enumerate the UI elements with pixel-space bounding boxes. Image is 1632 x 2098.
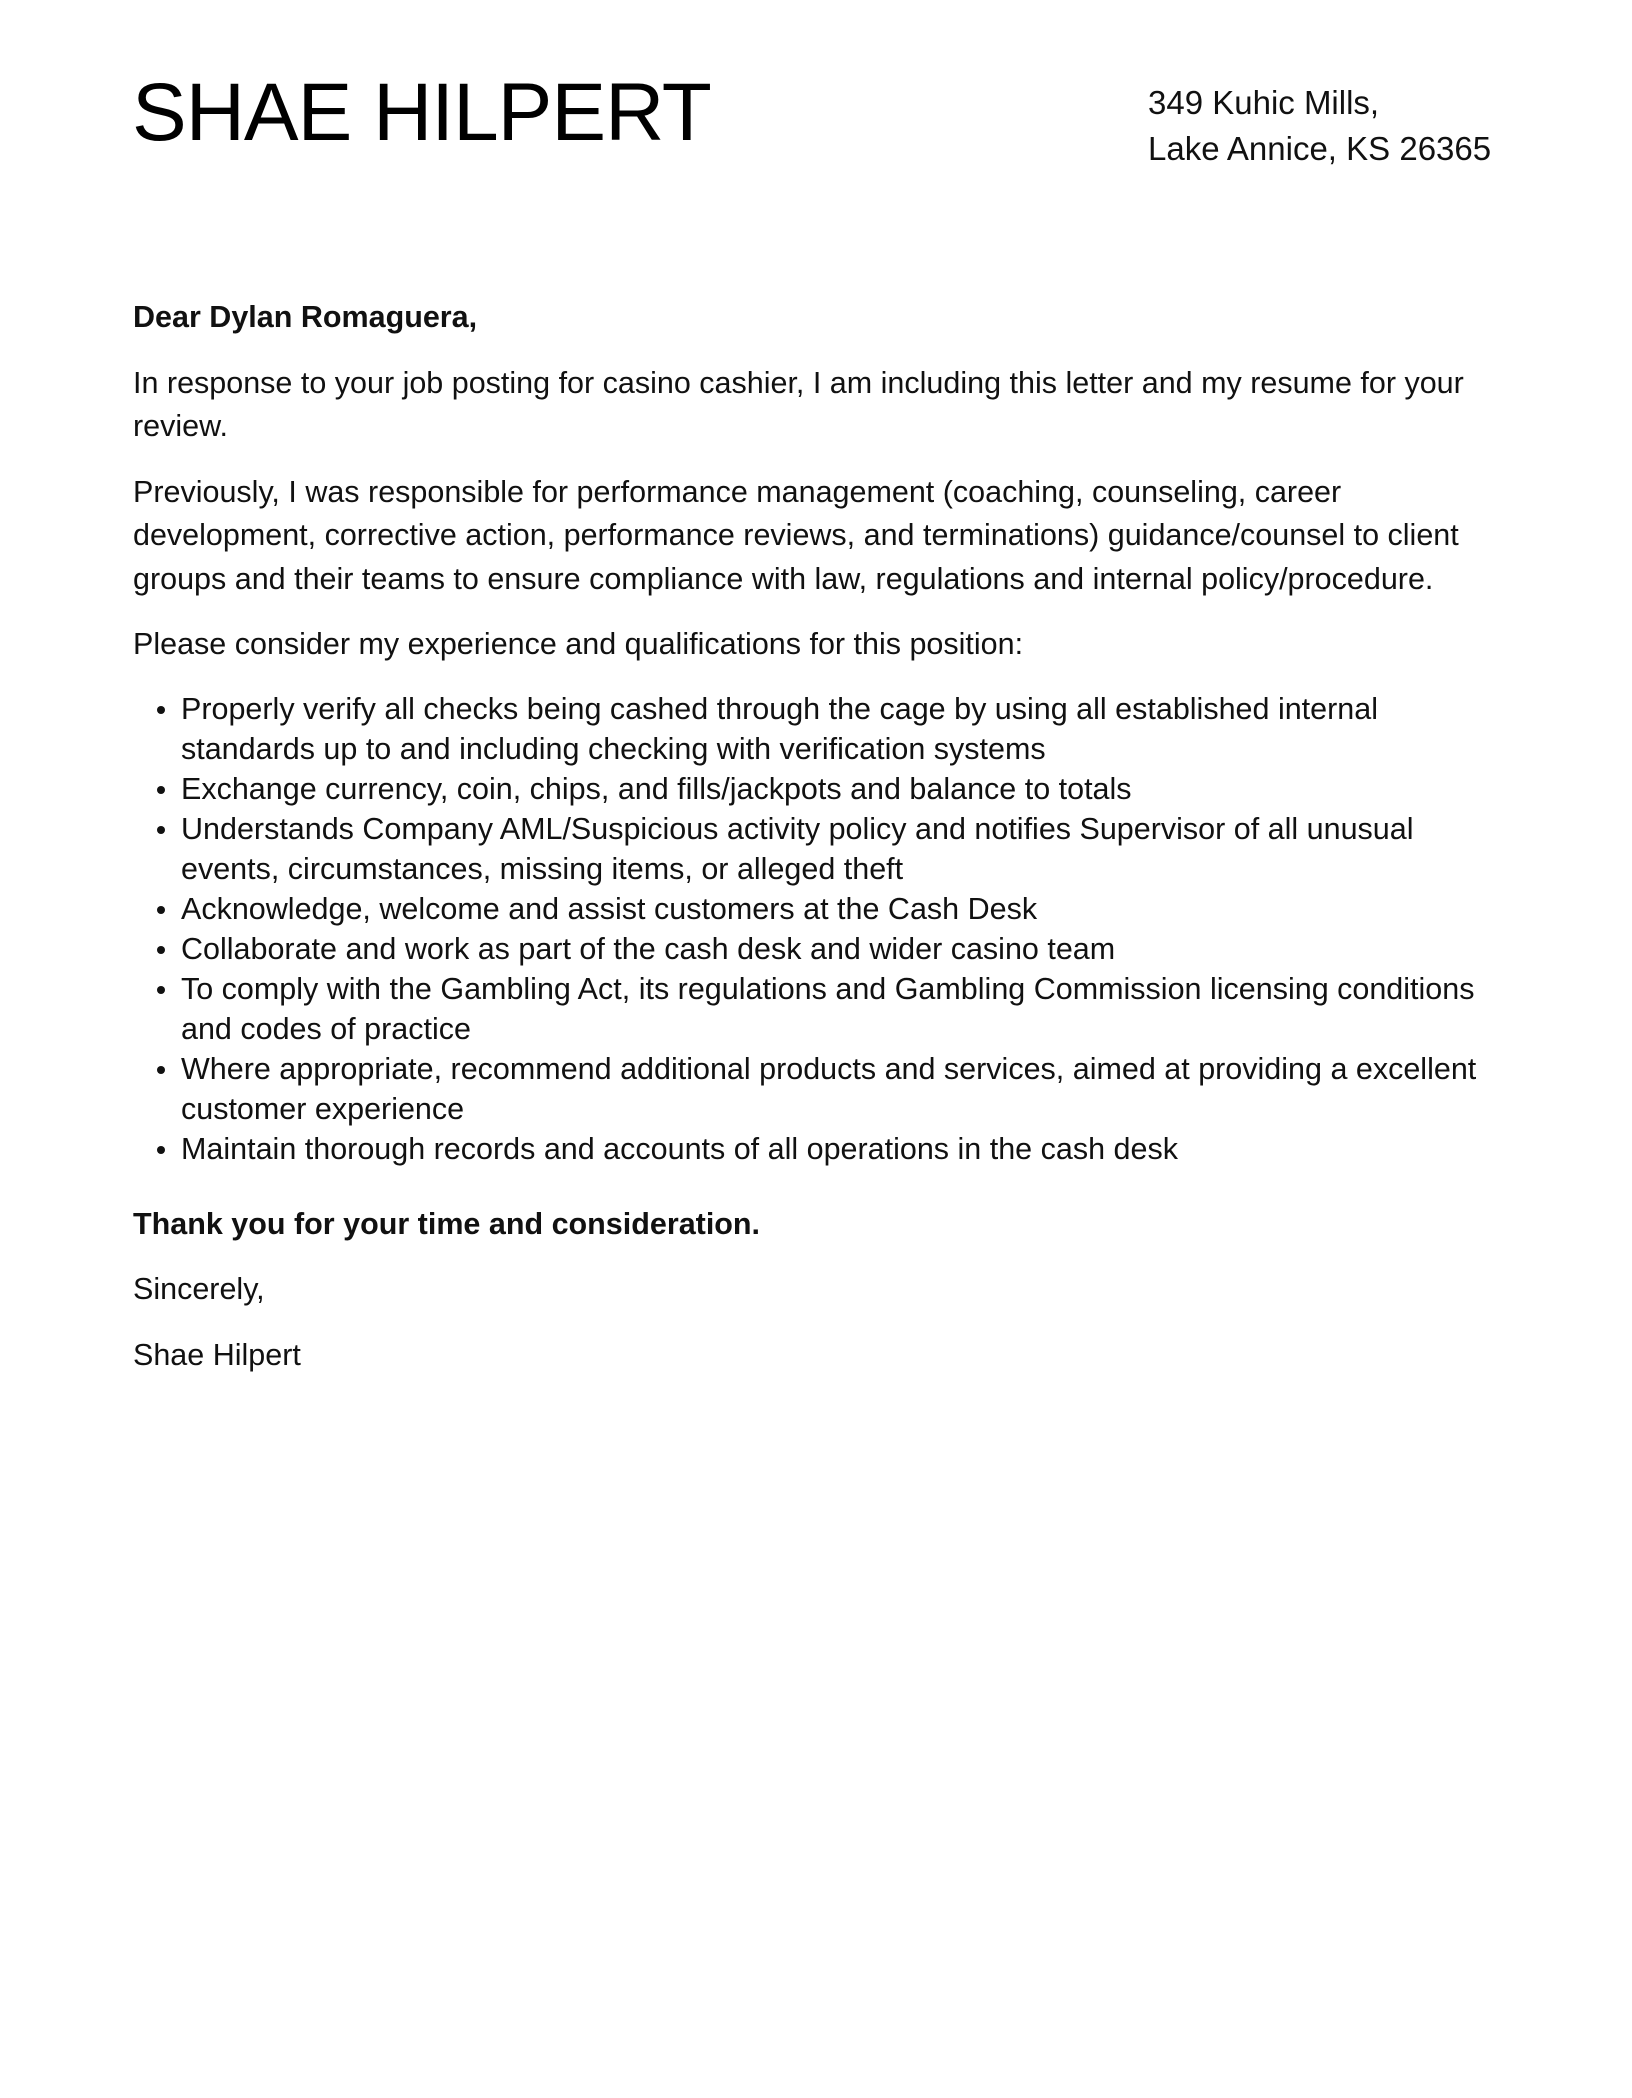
closing-line: Thank you for your time and consideration.	[133, 1206, 761, 1241]
salutation: Dear Dylan Romaguera,	[133, 300, 478, 334]
list-item: Properly verify all checks being cashed through the cage by using all established internal standards up to and including checking with verification systems	[181, 689, 1503, 769]
qualifications-intro: Please consider my experience and qualifications for this position:	[133, 627, 1024, 661]
list-item: Understands Company AML/Suspicious activity policy and notifies Supervisor of all unusual events, circumstances, missing items, or alleged theft	[181, 809, 1503, 889]
list-item: Where appropriate, recommend additional products and services, aimed at providing a excellent customer experience	[181, 1049, 1503, 1129]
experience-paragraph: Previously, I was responsible for performance management (coaching, counseling, career development, corrective action, performance reviews, and terminations) guidance/counsel to client groups and their teams to ensure compliance with law, regulations and internal policy/procedure.	[133, 474, 1459, 596]
applicant-address	[1148, 80, 1491, 172]
qualifications-list	[133, 689, 1503, 1169]
letter-body	[133, 296, 1503, 1399]
signoff: Sincerely,	[133, 1272, 265, 1306]
list-item: Exchange currency, coin, chips, and fills/jackpots and balance to totals	[181, 769, 1503, 809]
address-line-1: 349 Kuhic Mills,	[1148, 84, 1380, 121]
address-line-2: Lake Annice, KS 26365	[1148, 130, 1492, 167]
list-item: Acknowledge, welcome and assist customers at the Cash Desk	[181, 889, 1503, 929]
intro-paragraph: In response to your job posting for casino cashier, I am including this letter and my resume for your review.	[133, 365, 1464, 443]
list-item: Collaborate and work as part of the cash desk and wider casino team	[181, 929, 1503, 969]
list-item: To comply with the Gambling Act, its regulations and Gambling Commission licensing conditions and codes of practice	[181, 969, 1503, 1049]
list-item: Maintain thorough records and accounts of all operations in the cash desk	[181, 1129, 1503, 1169]
signature-name: Shae Hilpert	[133, 1337, 301, 1372]
applicant-name: SHAE HILPERT	[132, 67, 711, 158]
